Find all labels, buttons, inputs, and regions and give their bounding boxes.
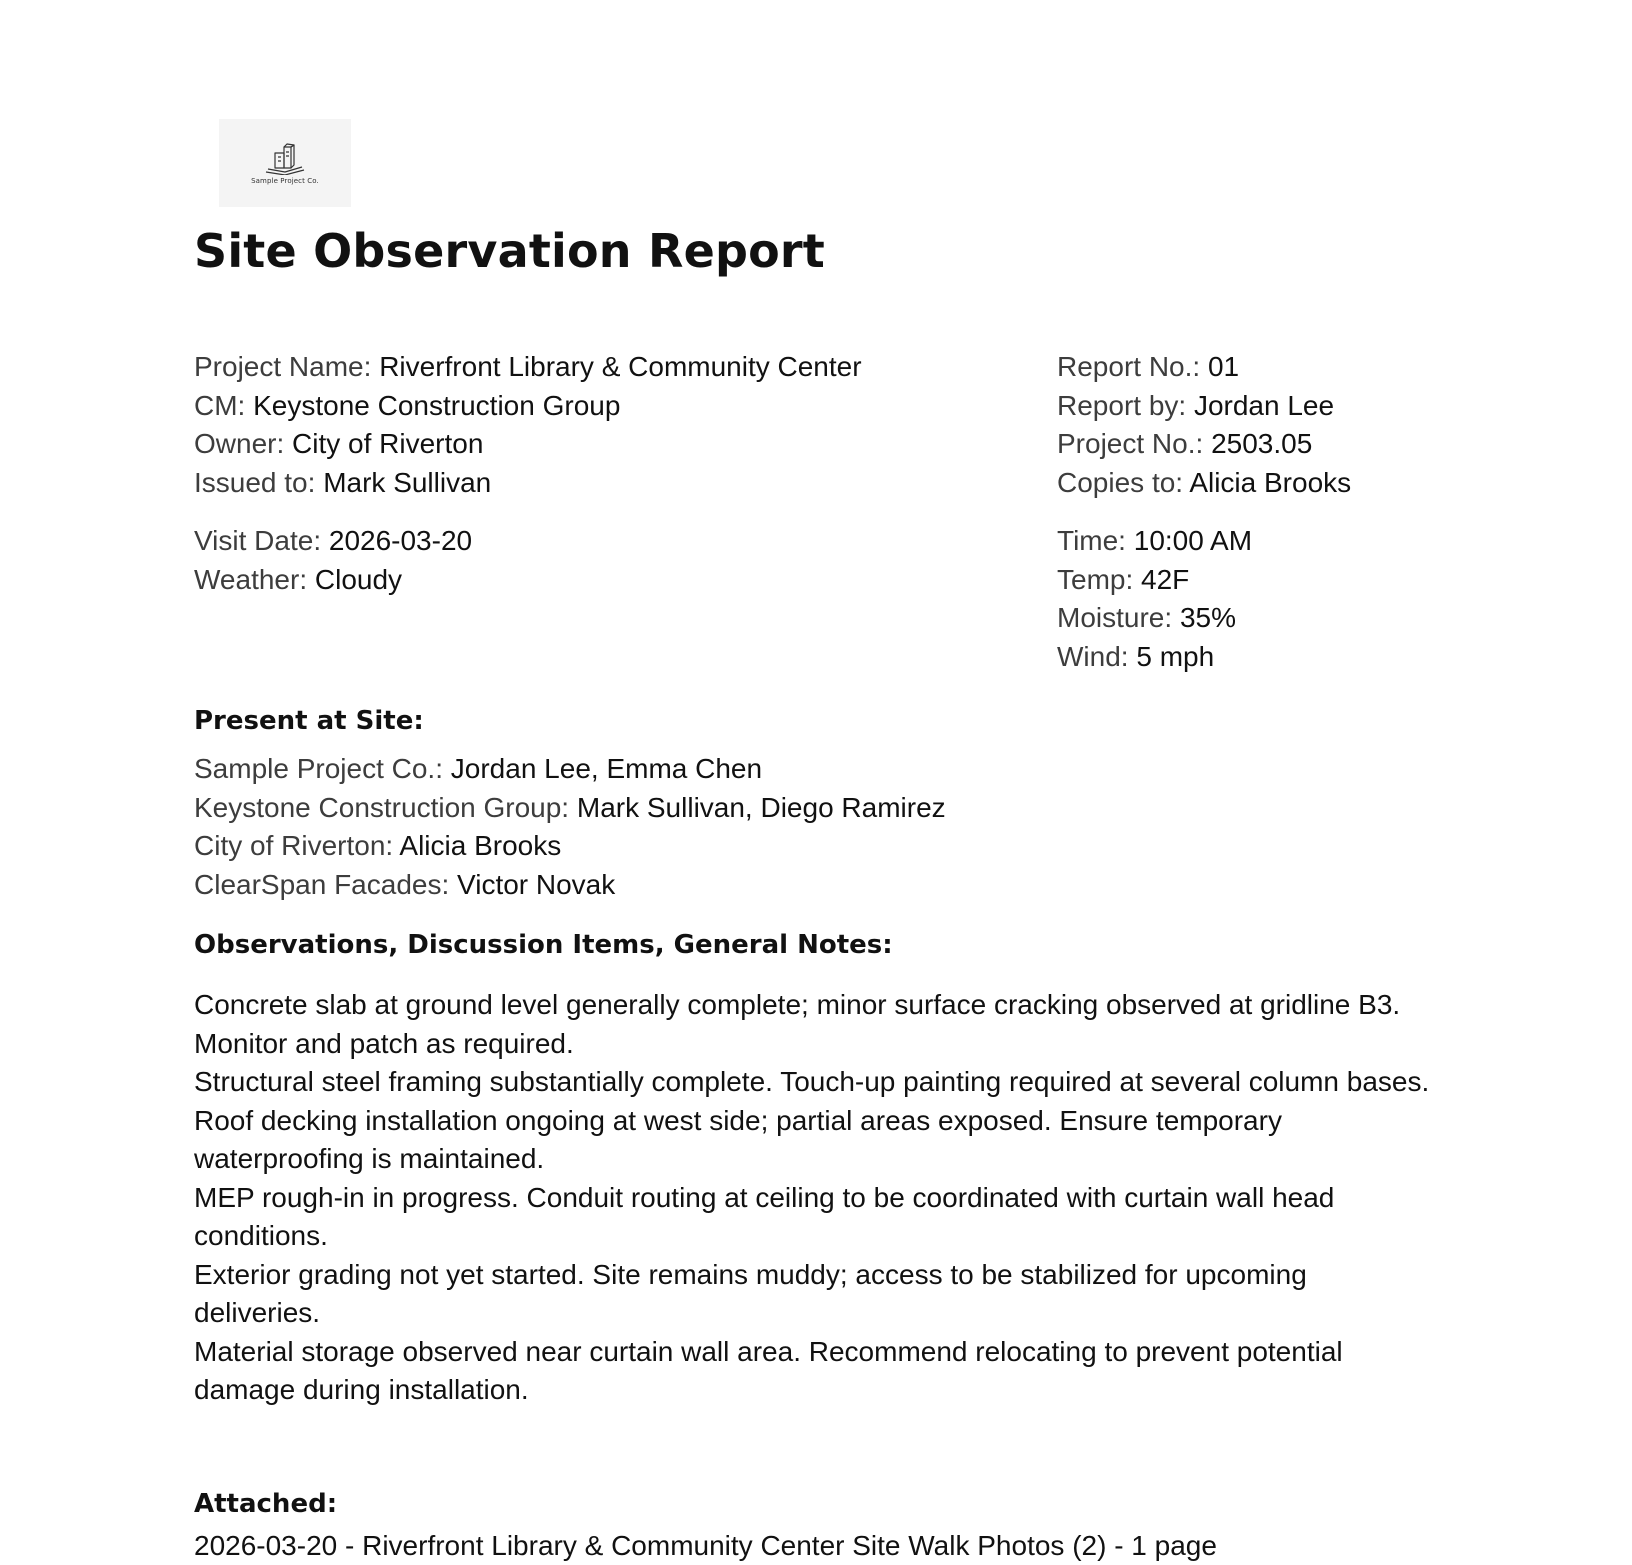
moisture-row (1057, 599, 1252, 638)
present-company: ClearSpan Facades: (194, 868, 450, 900)
time-label: Time: (1057, 525, 1126, 556)
visit-info-right (1057, 522, 1252, 676)
present-people: Victor Novak (457, 868, 616, 900)
building-icon (262, 141, 308, 175)
temp-value: 42F (1141, 563, 1190, 595)
present-people: Mark Sullivan, Diego Ramirez (576, 791, 946, 823)
report-by-row (1057, 387, 1351, 426)
cm-value: Keystone Construction Group (253, 389, 621, 421)
present-people: Alicia Brooks (399, 830, 562, 861)
wind-value: 5 mph (1136, 640, 1215, 672)
copies-to-label: Copies to: (1057, 466, 1184, 498)
issued-to-row (194, 464, 862, 503)
moisture-label: Moisture: (1057, 602, 1173, 633)
weather-row (194, 561, 472, 600)
temp-row (1057, 561, 1252, 600)
report-no-row (1057, 348, 1351, 387)
time-value: 10:00 AM (1133, 525, 1253, 556)
cm-row (194, 387, 862, 426)
observations-list (194, 986, 1434, 1410)
issued-to-label: Issued to: (194, 466, 316, 498)
present-company: Sample Project Co.: (194, 753, 443, 784)
project-info-left (194, 348, 862, 502)
temp-label: Temp: (1057, 563, 1134, 595)
present-entry (194, 866, 946, 905)
present-heading: Present at Site: (194, 706, 424, 736)
observation-item: Concrete slab at ground level generally complete; minor surface cracking observed at gridline B3. Monitor and patch as required. (194, 989, 1401, 1059)
project-info-right (1057, 348, 1351, 502)
attached-list (194, 1527, 1217, 1565)
observation-item: Material storage observed near curtain wall area. Recommend relocating to prevent potential damage during installation. (194, 1335, 1343, 1405)
report-no-value: 01 (1207, 351, 1240, 382)
project-no-label: Project No.: (1057, 428, 1204, 459)
present-people: Jordan Lee, Emma Chen (450, 753, 763, 784)
logo-text: Sample Project Co. (251, 177, 319, 185)
weather-label: Weather: (194, 563, 308, 595)
time-row (1057, 522, 1252, 561)
wind-row (1057, 638, 1252, 677)
weather-value: Cloudy (314, 563, 403, 595)
present-company: City of Riverton: (194, 830, 394, 861)
project-name-label: Project Name: (194, 351, 372, 382)
copies-to-row (1057, 464, 1351, 503)
visit-info-left (194, 522, 472, 599)
project-name-row (194, 348, 862, 387)
present-list (194, 750, 946, 904)
project-no-value: 2503.05 (1211, 428, 1313, 459)
observation-item: Exterior grading not yet started. Site remains muddy; access to be stabilized for upcoming deliveries. (194, 1258, 1307, 1328)
observation-item: Roof decking installation ongoing at west side; partial areas exposed. Ensure temporary waterproofing is maintained. (194, 1104, 1282, 1174)
owner-label: Owner: (194, 428, 285, 459)
visit-date-row (194, 522, 472, 561)
present-entry (194, 750, 946, 789)
report-no-label: Report No.: (1057, 351, 1201, 382)
report-by-label: Report by: (1057, 389, 1187, 421)
cm-label: CM: (194, 389, 246, 421)
present-company: Keystone Construction Group: (194, 791, 570, 823)
report-by-value: Jordan Lee (1193, 389, 1335, 421)
owner-row (194, 425, 862, 464)
project-no-row (1057, 425, 1351, 464)
present-entry (194, 827, 946, 866)
observation-item: MEP rough-in in progress. Conduit routing at ceiling to be coordinated with curtain wall head conditions. (194, 1181, 1335, 1251)
visit-date-value: 2026-03-20 (328, 525, 473, 556)
visit-date-label: Visit Date: (194, 525, 322, 556)
copies-to-value: Alicia Brooks (1189, 466, 1352, 498)
company-logo (219, 119, 351, 207)
project-name-value: Riverfront Library & Community Center (379, 351, 862, 382)
present-entry (194, 789, 946, 828)
wind-label: Wind: (1057, 640, 1129, 672)
page-title: Site Observation Report (194, 224, 825, 278)
observations-heading: Observations, Discussion Items, General Notes: (194, 930, 893, 960)
issued-to-value: Mark Sullivan (323, 466, 492, 498)
moisture-value: 35% (1179, 602, 1236, 633)
attached-item: 2026-03-20 - Riverfront Library & Community Center Site Walk Photos (2) - 1 page (194, 1530, 1217, 1561)
observation-item: Structural steel framing substantially complete. Touch-up painting required at several column bases. (194, 1066, 1430, 1097)
attached-heading: Attached: (194, 1489, 338, 1519)
owner-value: City of Riverton (292, 428, 484, 459)
